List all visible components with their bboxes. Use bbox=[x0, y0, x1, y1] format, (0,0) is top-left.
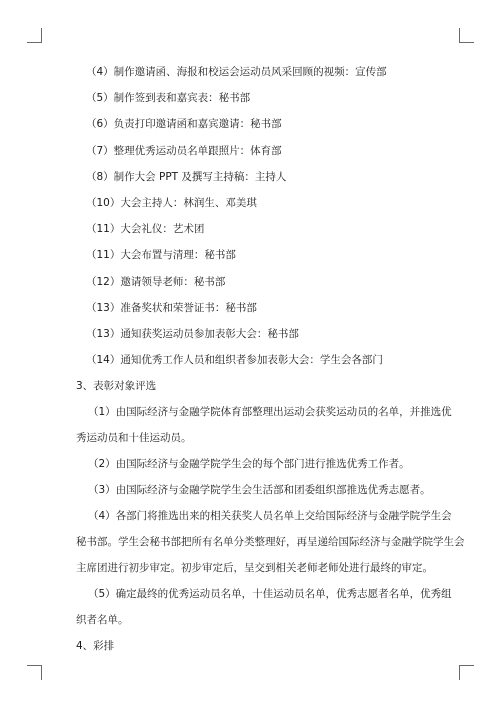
paragraph-line: （2）由国际经济与金融学院学生会的每个部门进行推选优秀工作者。 bbox=[88, 458, 410, 471]
list-item: （4）制作邀请函、海报和校运会运动员风采回顾的视频：宣传部 bbox=[86, 66, 387, 78]
paragraph-line: 织者名单。 bbox=[76, 614, 129, 627]
paragraph-2 bbox=[76, 458, 421, 471]
paragraph-line: （5）确定最终的优秀运动员名单，十佳运动员名单，优秀志愿者名单，优秀组 bbox=[88, 588, 452, 601]
paragraph-5 bbox=[76, 588, 452, 627]
paragraph-3 bbox=[76, 484, 431, 497]
list-item: （5）制作签到表和嘉宾表：秘书部 bbox=[86, 92, 251, 105]
crop-mark-top-right bbox=[459, 28, 474, 43]
crop-mark-top-left bbox=[27, 28, 42, 43]
paragraph-line: （3）由国际经济与金融学院学生会生活部和团委组织部推选优秀志愿者。 bbox=[88, 484, 431, 497]
section-heading-selection: 3、表彰对象评选 bbox=[76, 380, 157, 393]
document-body bbox=[76, 66, 465, 666]
paragraph-1 bbox=[76, 406, 452, 445]
paragraph-line: （4）各部门将推选出来的相关获奖人员名单上交给国际经济与金融学院学生会 bbox=[88, 510, 452, 523]
list-item: （11）大会布置与清理：秘书部 bbox=[86, 249, 236, 262]
list-item: （13）通知获奖运动员参加表彰大会：秘书部 bbox=[86, 327, 299, 340]
list-item: （12）邀请领导老师：秘书部 bbox=[86, 275, 226, 288]
paragraph-line: （1）由国际经济与金融学院体育部整理出运动会获奖运动员的名单，并推选优 bbox=[88, 406, 452, 419]
list-item: （13）准备奖状和荣誉证书：秘书部 bbox=[86, 301, 257, 314]
crop-mark-bottom-left bbox=[27, 665, 42, 680]
paragraph-line: 主席团进行初步审定。初步审定后，呈交到相关老师老师处进行最终的审定。 bbox=[76, 562, 433, 575]
paragraph-4 bbox=[76, 510, 465, 575]
section-heading-rehearsal: 4、彩排 bbox=[76, 640, 115, 653]
task-list bbox=[86, 66, 420, 367]
list-item: （14）通知优秀工作人员和组织者参加表彰大会：学生会各部门 bbox=[86, 354, 383, 367]
list-item: （11）大会礼仪：艺术团 bbox=[86, 223, 205, 236]
paragraph-line: 秀运动员和十佳运动员。 bbox=[76, 432, 192, 445]
list-item: （8）制作大会 PPT 及撰写主持稿：主持人 bbox=[86, 170, 287, 183]
list-item: （6）负责打印邀请函和嘉宾邀请：秘书部 bbox=[86, 118, 282, 131]
crop-mark-bottom-right bbox=[459, 665, 474, 680]
list-item: （10）大会主持人：林润生、邓美琪 bbox=[86, 196, 257, 209]
list-item: （7）整理优秀运动员名单跟照片：体育部 bbox=[86, 144, 282, 157]
paragraph-line: 秘书部。学生会秘书部把所有名单分类整理好，再呈递给国际经济与金融学院学生会 bbox=[76, 536, 465, 549]
